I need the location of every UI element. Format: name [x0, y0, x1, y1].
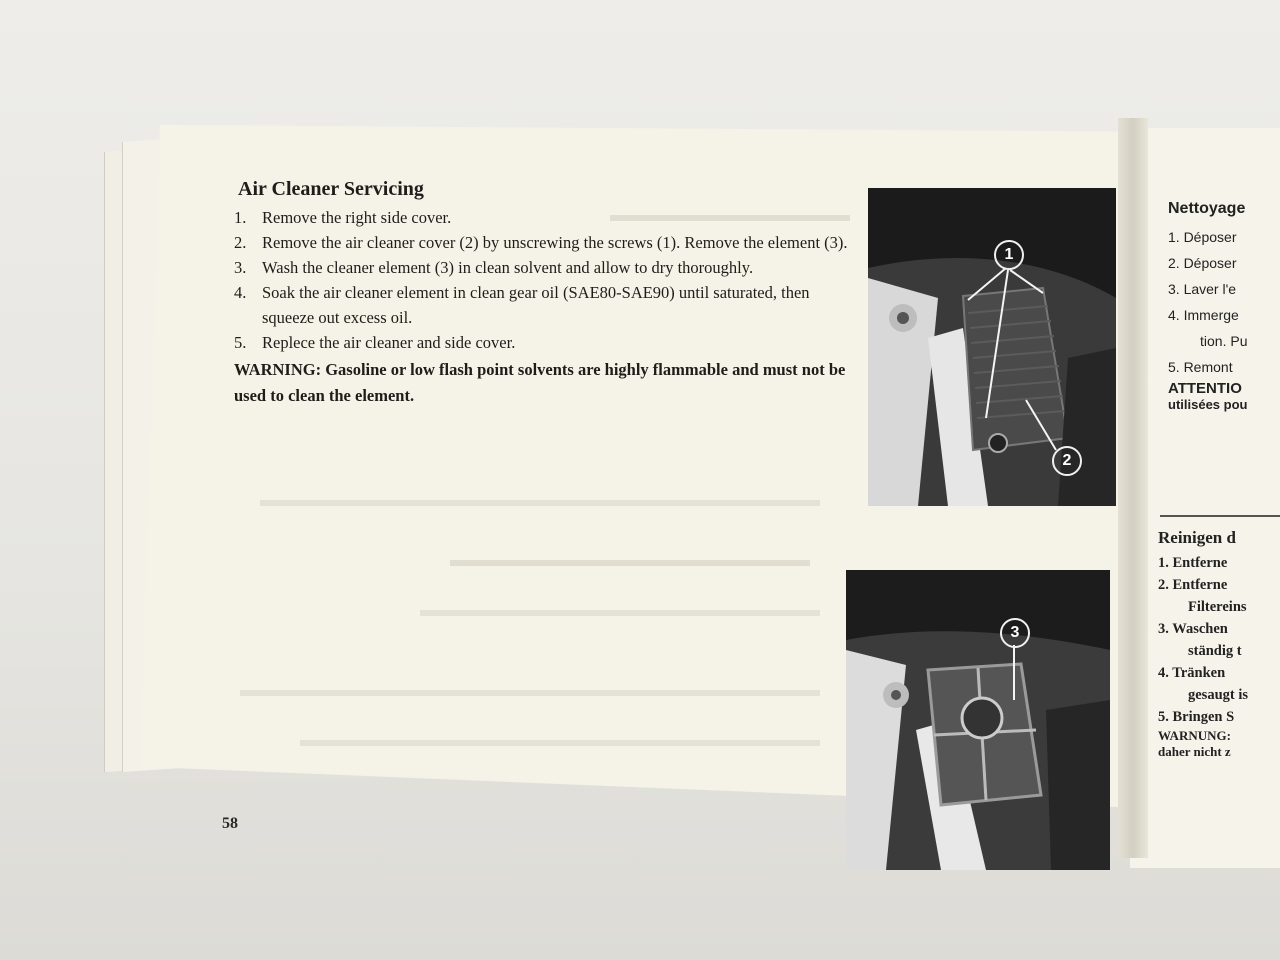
instructions	[234, 178, 864, 409]
page-number: 58	[222, 815, 238, 832]
german-warning-text: daher nicht z	[1158, 744, 1231, 759]
section-heading: Air Cleaner Servicing	[238, 178, 424, 200]
french-line: 3. Laver l'e	[1168, 281, 1237, 297]
callout-marker: 2	[1052, 446, 1082, 476]
bleed-through	[450, 560, 810, 566]
photo-air-cleaner-element	[846, 570, 1110, 870]
step-item: 2. Remove the air cleaner cover (2) by unscrewing the screws (1). Remove the element (3).	[234, 233, 848, 252]
french-line: 4. Immerge	[1168, 307, 1239, 323]
french-line: 5. Remont	[1168, 359, 1233, 375]
german-line: 1. Entferne	[1158, 555, 1228, 571]
step-item: 1. Remove the right side cover.	[234, 208, 452, 227]
french-attention-text: utilisées pou	[1168, 397, 1248, 412]
bleed-through	[260, 500, 820, 506]
french-line: tion. Pu	[1200, 333, 1248, 349]
german-warning: WARNUNG:	[1158, 728, 1231, 743]
german-heading: Reinigen d	[1158, 528, 1236, 547]
german-line: 3. Waschen	[1158, 621, 1228, 637]
french-heading: Nettoyage	[1168, 200, 1246, 217]
french-line: 2. Déposer	[1168, 255, 1237, 271]
section-divider	[1160, 515, 1280, 517]
french-line: 1. Déposer	[1168, 229, 1237, 245]
german-line: 2. Entferne	[1158, 577, 1228, 593]
german-line: Filtereins	[1188, 599, 1247, 615]
french-section	[1168, 200, 1247, 412]
german-line: ständig t	[1188, 643, 1242, 659]
german-line: 5. Bringen S	[1158, 709, 1235, 725]
german-line: gesaugt is	[1188, 687, 1249, 703]
step-item: 3. Wash the cleaner element (3) in clean solvent and allow to dry thoroughly.	[234, 258, 754, 277]
callout-marker: 3	[1000, 618, 1030, 648]
bleed-through	[300, 740, 820, 746]
bleed-through	[420, 610, 820, 616]
warning-text: WARNING: Gasoline or low flash point solvents are highly flammable and must not be used to clean the element.	[234, 360, 846, 405]
callout-marker: 1	[994, 240, 1024, 270]
step-item: 4. Soak the air cleaner element in clean gear oil (SAE80-SAE90) until saturated, then squeeze out excess oil.	[234, 283, 810, 327]
bleed-through	[240, 690, 820, 696]
german-section	[1158, 528, 1248, 760]
photo-illustration	[846, 570, 1110, 870]
french-attention: ATTENTIO	[1168, 380, 1242, 397]
german-line: 4. Tränken	[1158, 665, 1226, 681]
book-gutter	[1118, 118, 1148, 858]
photo-air-cleaner-cover	[868, 188, 1116, 506]
step-item: 5. Replece the air cleaner and side cover.	[234, 333, 516, 352]
